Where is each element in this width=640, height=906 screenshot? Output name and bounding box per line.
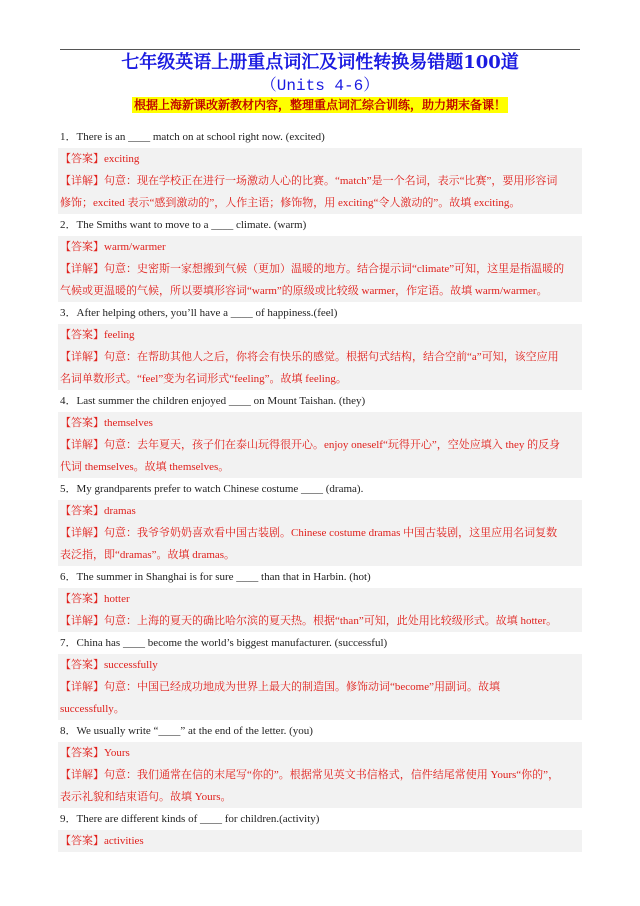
- answer-value: hotter: [104, 593, 130, 605]
- answer-line: [58, 236, 582, 258]
- answer-label: 【答案】: [60, 241, 104, 253]
- detail-line: [58, 368, 582, 390]
- question-text: 2．The Smiths want to move to a ____ climate. (warm): [60, 219, 307, 231]
- detail-label: 【详解】: [60, 351, 104, 363]
- question-text: 7．China has ____ become the world’s biggest manufacturer. (successful): [60, 637, 388, 649]
- answer-value: activities: [104, 835, 144, 847]
- answer-line: [58, 412, 582, 434]
- answer-block: [58, 588, 582, 632]
- detail-line: [58, 280, 582, 302]
- detail-line: [58, 456, 582, 478]
- question-text: 9．There are different kinds of ____ for children.(activity): [60, 813, 320, 825]
- question-text: 1．There is an ____ match on at school right now. (excited): [60, 131, 325, 143]
- answer-block: [58, 654, 582, 720]
- answer-value: successfully: [104, 659, 158, 671]
- detail-line: [58, 170, 582, 192]
- detail-line: [58, 346, 582, 368]
- detail-text: 句意：去年夏天，孩子们在泰山玩得很开心。enjoy oneself“玩得开心”，空处应填入 they 的反身: [104, 439, 561, 451]
- answer-label: 【答案】: [60, 153, 104, 165]
- answer-block: [58, 324, 582, 390]
- detail-line: [58, 522, 582, 544]
- answer-label: 【答案】: [60, 417, 104, 429]
- answer-line: [58, 654, 582, 676]
- answer-label: 【答案】: [60, 593, 104, 605]
- detail-line: [58, 434, 582, 456]
- detail-label: 【详解】: [60, 681, 104, 693]
- detail-line: [58, 192, 582, 214]
- detail-line: [58, 786, 582, 808]
- detail-text: 代词 themselves。故填 themselves。: [60, 461, 230, 473]
- detail-label: 【详解】: [60, 527, 104, 539]
- detail-line: [58, 610, 582, 632]
- detail-text: successfully。: [60, 703, 125, 715]
- detail-text: 修饰；excited 表示“感到激动的”，人作主语；修饰物，用 exciting“令人激动的”。故填 exciting。: [60, 197, 521, 209]
- answer-block: [58, 148, 582, 214]
- detail-line: [58, 764, 582, 786]
- detail-line: [58, 258, 582, 280]
- detail-label: 【详解】: [60, 439, 104, 451]
- question-list: [58, 126, 582, 852]
- detail-text: 句意：我们通常在信的末尾写“你的”。根据常见英文书信格式，信件结尾常使用 Yours“你的”，: [104, 769, 560, 781]
- detail-text: 名词单数形式。“feel”变为名词形式“feeling”。故填 feeling。: [60, 373, 347, 385]
- answer-label: 【答案】: [60, 835, 104, 847]
- highlight-note: 根据上海新课改新教材内容，整理重点词汇综合训练，助力期末备课！: [133, 98, 506, 112]
- answer-line: [58, 500, 582, 522]
- answer-block: [58, 830, 582, 852]
- question-text: 3．After helping others, you’ll have a ____ of happiness.(feel): [60, 307, 338, 319]
- question-text: 5．My grandparents prefer to watch Chinese costume ____ (drama).: [60, 483, 364, 495]
- answer-line: [58, 588, 582, 610]
- detail-text: 句意：我爷爷奶奶喜欢看中国古装剧。Chinese costume dramas 中国古装剧，这里应用名词复数: [104, 527, 558, 539]
- answer-block: [58, 500, 582, 566]
- detail-text: 句意：史密斯一家想搬到气候（更加）温暖的地方。结合提示词“climate”可知，这里是指温暖的: [104, 263, 565, 275]
- question-text: 6．The summer in Shanghai is for sure ____ than that in Harbin. (hot): [60, 571, 371, 583]
- answer-value: exciting: [104, 153, 140, 165]
- answer-label: 【答案】: [60, 659, 104, 671]
- answer-label: 【答案】: [60, 329, 104, 341]
- detail-label: 【详解】: [60, 263, 104, 275]
- answer-line: [58, 324, 582, 346]
- answer-block: [58, 742, 582, 808]
- question-text: 4．Last summer the children enjoyed ____ on Mount Taishan. (they): [60, 395, 366, 407]
- page-title: 七年级英语上册重点词汇及词性转换易错题100道: [121, 52, 519, 73]
- answer-value: Yours: [104, 747, 130, 759]
- answer-label: 【答案】: [60, 747, 104, 759]
- detail-line: [58, 544, 582, 566]
- detail-text: 句意：上海的夏天的确比哈尔滨的夏天热。根据“than”可知，此处用比较级形式。故填 hotter。: [104, 615, 558, 627]
- detail-label: 【详解】: [60, 175, 104, 187]
- detail-line: [58, 698, 582, 720]
- detail-text: 句意：现在学校正在进行一场激动人心的比赛。“match”是一个名词，表示“比赛”，要用形容词: [104, 175, 558, 187]
- answer-block: [58, 236, 582, 302]
- answer-line: [58, 148, 582, 170]
- detail-label: 【详解】: [60, 769, 104, 781]
- answer-value: warm/warmer: [104, 241, 166, 253]
- detail-text: 表示礼貌和结束语句。故填 Yours。: [60, 791, 232, 803]
- answer-value: themselves: [104, 417, 153, 429]
- detail-line: [58, 676, 582, 698]
- answer-line: [58, 830, 582, 852]
- answer-line: [58, 742, 582, 764]
- answer-block: [58, 412, 582, 478]
- detail-text: 句意：在帮助其他人之后，你将会有快乐的感觉。根据句式结构，结合空前“a”可知，该空应用: [104, 351, 559, 363]
- page-subtitle: （Units 4-6）: [260, 77, 380, 95]
- detail-text: 气候或更温暖的气候，所以要填形容词“warm”的原级或比较级 warmer，作定语。故填 warm/warmer。: [60, 285, 548, 297]
- question-text: 8．We usually write “____” at the end of the letter. (you): [60, 725, 313, 737]
- detail-text: 表泛指，即“dramas”。故填 dramas。: [60, 549, 236, 561]
- detail-text: 句意：中国已经成功地成为世界上最大的制造国。修饰动词“become”用副词。故填: [104, 681, 500, 693]
- header-rule: [60, 49, 580, 50]
- detail-label: 【详解】: [60, 615, 104, 627]
- answer-value: dramas: [104, 505, 136, 517]
- answer-value: feeling: [104, 329, 135, 341]
- answer-label: 【答案】: [60, 505, 104, 517]
